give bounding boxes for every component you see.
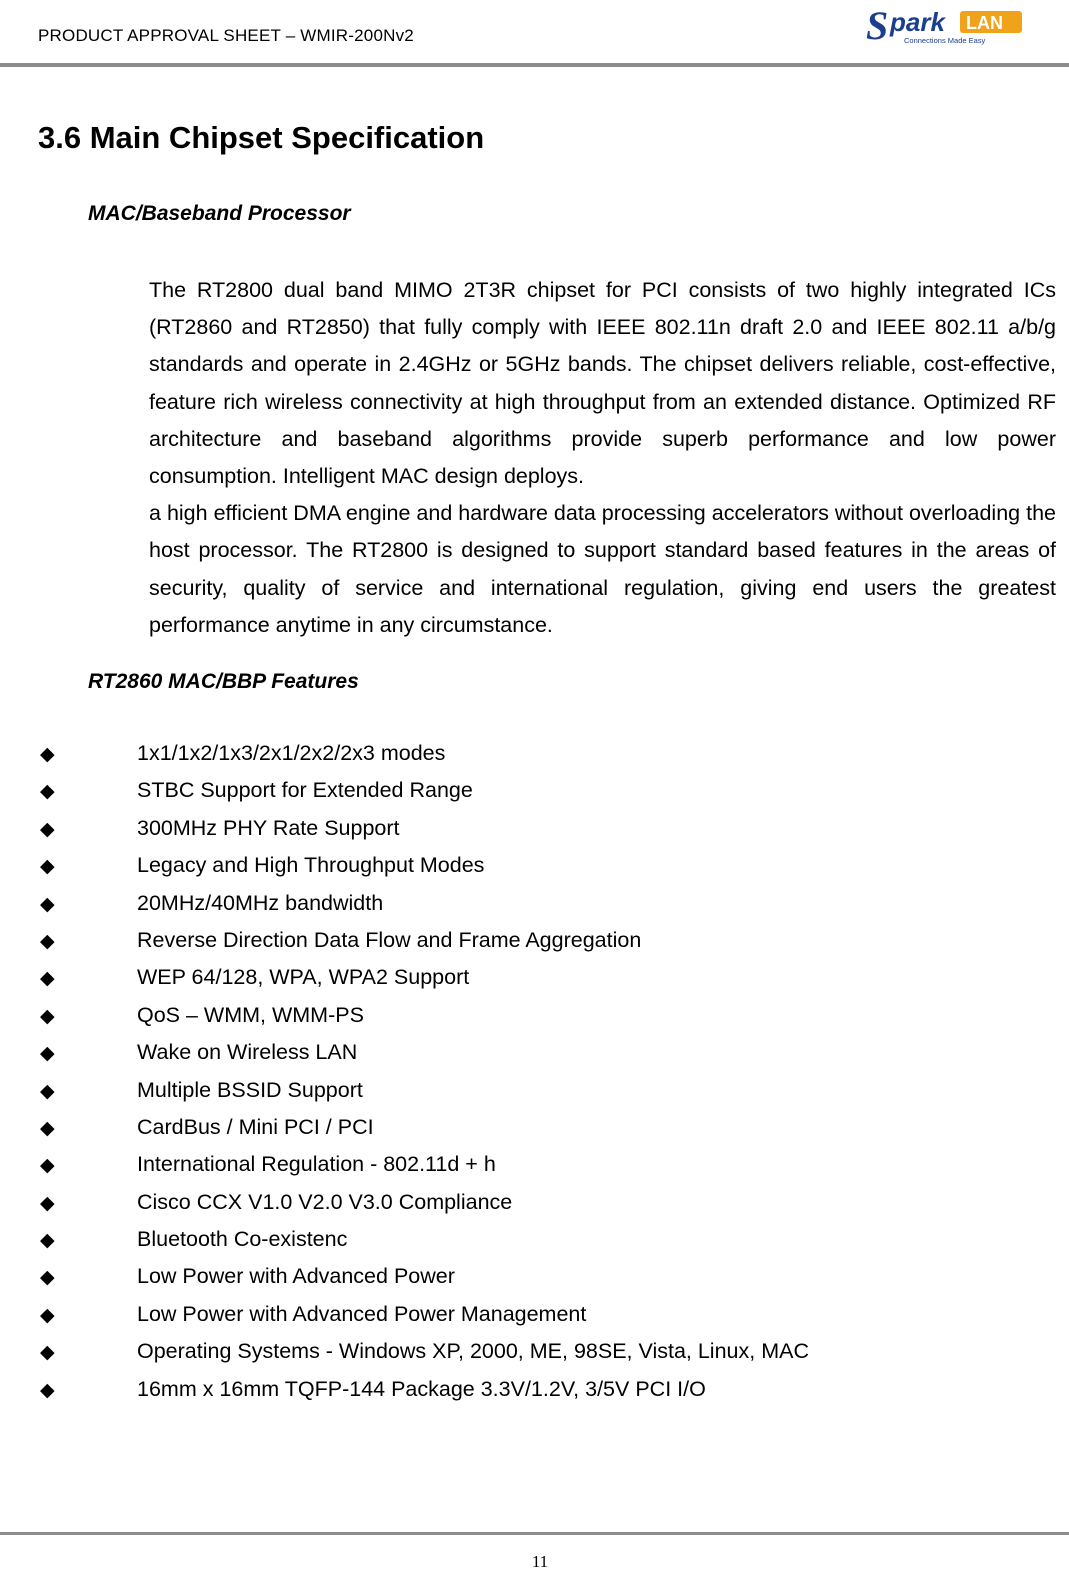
page-number: 11 bbox=[531, 1552, 549, 1571]
diamond-bullet-icon: ◆ bbox=[40, 930, 55, 952]
chipset-description bbox=[149, 272, 1056, 644]
feature-item bbox=[0, 1115, 1069, 1152]
feature-item bbox=[0, 1190, 1069, 1227]
feature-item bbox=[0, 1264, 1069, 1301]
description-part-2: a high efficient DMA engine and hardware data processing accelerators without overloading the host processor. The RT2800 is designed to support standard based features in the areas of security, quality of service and international regulation, giving end users the greatest performance anytime in any circumstance. bbox=[149, 501, 1056, 637]
diamond-bullet-icon: ◆ bbox=[40, 1267, 55, 1289]
feature-text: CardBus / Mini PCI / PCI bbox=[137, 1114, 374, 1139]
diamond-bullet-icon: ◆ bbox=[40, 1192, 55, 1214]
feature-text: Low Power with Advanced Power Management bbox=[137, 1301, 587, 1326]
mac-baseband-heading: MAC/Baseband Processor bbox=[88, 202, 351, 225]
diamond-bullet-icon: ◆ bbox=[40, 818, 55, 840]
svg-text:S: S bbox=[866, 3, 889, 48]
feature-item bbox=[0, 778, 1069, 815]
diamond-bullet-icon: ◆ bbox=[40, 1117, 55, 1139]
diamond-bullet-icon: ◆ bbox=[40, 893, 55, 915]
page-header bbox=[0, 0, 1069, 70]
diamond-bullet-icon: ◆ bbox=[40, 1155, 55, 1177]
diamond-bullet-icon: ◆ bbox=[40, 1043, 55, 1065]
sparklan-logo bbox=[862, 3, 1030, 49]
feature-text: QoS – WMM, WMM-PS bbox=[137, 1002, 364, 1027]
feature-text: Wake on Wireless LAN bbox=[137, 1040, 358, 1065]
feature-text: Reverse Direction Data Flow and Frame Aggregation bbox=[137, 927, 642, 952]
feature-text: Operating Systems - Windows XP, 2000, ME, 98SE, Vista, Linux, MAC bbox=[137, 1339, 809, 1364]
feature-list bbox=[0, 741, 1069, 1414]
feature-text: WEP 64/128, WPA, WPA2 Support bbox=[137, 965, 470, 990]
svg-text:park: park bbox=[890, 7, 945, 37]
diamond-bullet-icon: ◆ bbox=[40, 968, 55, 990]
description-part-1: The RT2800 dual band MIMO 2T3R chipset for PCI consists of two highly integrated ICs (RT2860 and RT2850) that fully comply with IEEE 802.11n draft 2.0 and IEEE 802.11 a/b/g standards and operate in 2.4GHz or 5GHz bands. The chipset delivers reliable, cost-effective, feature rich wireless connectivity at high throughput from an extended distance. Optimized RF architecture and baseband algorithms provide superb performance and low power consumption. Intelligent MAC design deploys. bbox=[149, 278, 1056, 489]
diamond-bullet-icon: ◆ bbox=[40, 1080, 55, 1102]
diamond-bullet-icon: ◆ bbox=[40, 1230, 55, 1252]
feature-item bbox=[0, 965, 1069, 1002]
feature-text: 20MHz/40MHz bandwidth bbox=[137, 890, 384, 915]
diamond-bullet-icon: ◆ bbox=[40, 856, 55, 878]
diamond-bullet-icon: ◆ bbox=[40, 1005, 55, 1027]
feature-item bbox=[0, 1227, 1069, 1264]
feature-item bbox=[0, 1152, 1069, 1189]
feature-item bbox=[0, 1302, 1069, 1339]
feature-item bbox=[0, 1377, 1069, 1414]
diamond-bullet-icon: ◆ bbox=[40, 744, 55, 765]
feature-text: 1x1/1x2/1x3/2x1/2x2/2x3 modes bbox=[137, 741, 446, 765]
feature-text: Legacy and High Throughput Modes bbox=[137, 853, 485, 878]
feature-item bbox=[0, 741, 1069, 778]
feature-text: Multiple BSSID Support bbox=[137, 1077, 363, 1102]
features-heading: RT2860 MAC/BBP Features bbox=[88, 670, 359, 693]
diamond-bullet-icon: ◆ bbox=[40, 1304, 55, 1326]
feature-item bbox=[0, 1040, 1069, 1077]
document-title: PRODUCT APPROVAL SHEET – WMIR-200Nv2 bbox=[38, 26, 414, 45]
diamond-bullet-icon: ◆ bbox=[40, 1379, 55, 1401]
feature-text: Low Power with Advanced Power bbox=[137, 1264, 455, 1289]
feature-item bbox=[0, 1078, 1069, 1115]
feature-item bbox=[0, 1339, 1069, 1376]
feature-text: STBC Support for Extended Range bbox=[137, 778, 473, 803]
feature-text: 300MHz PHY Rate Support bbox=[137, 815, 400, 840]
svg-text:LAN: LAN bbox=[966, 13, 1003, 33]
section-title: 3.6 Main Chipset Specification bbox=[38, 120, 485, 155]
feature-item bbox=[0, 891, 1069, 928]
feature-item bbox=[0, 816, 1069, 853]
feature-text: Cisco CCX V1.0 V2.0 V3.0 Compliance bbox=[137, 1189, 513, 1214]
feature-item bbox=[0, 928, 1069, 965]
svg-text:Connections Made Easy: Connections Made Easy bbox=[904, 36, 986, 45]
diamond-bullet-icon: ◆ bbox=[40, 781, 55, 803]
feature-item bbox=[0, 853, 1069, 890]
feature-text: 16mm x 16mm TQFP-144 Package 3.3V/1.2V, 3/5V PCI I/O bbox=[137, 1376, 706, 1401]
footer-divider bbox=[0, 1532, 1069, 1535]
feature-text: International Regulation - 802.11d + h bbox=[137, 1152, 496, 1177]
feature-text: Bluetooth Co-existenc bbox=[137, 1227, 348, 1252]
header-divider bbox=[0, 63, 1069, 67]
diamond-bullet-icon: ◆ bbox=[40, 1342, 55, 1364]
feature-item bbox=[0, 1003, 1069, 1040]
